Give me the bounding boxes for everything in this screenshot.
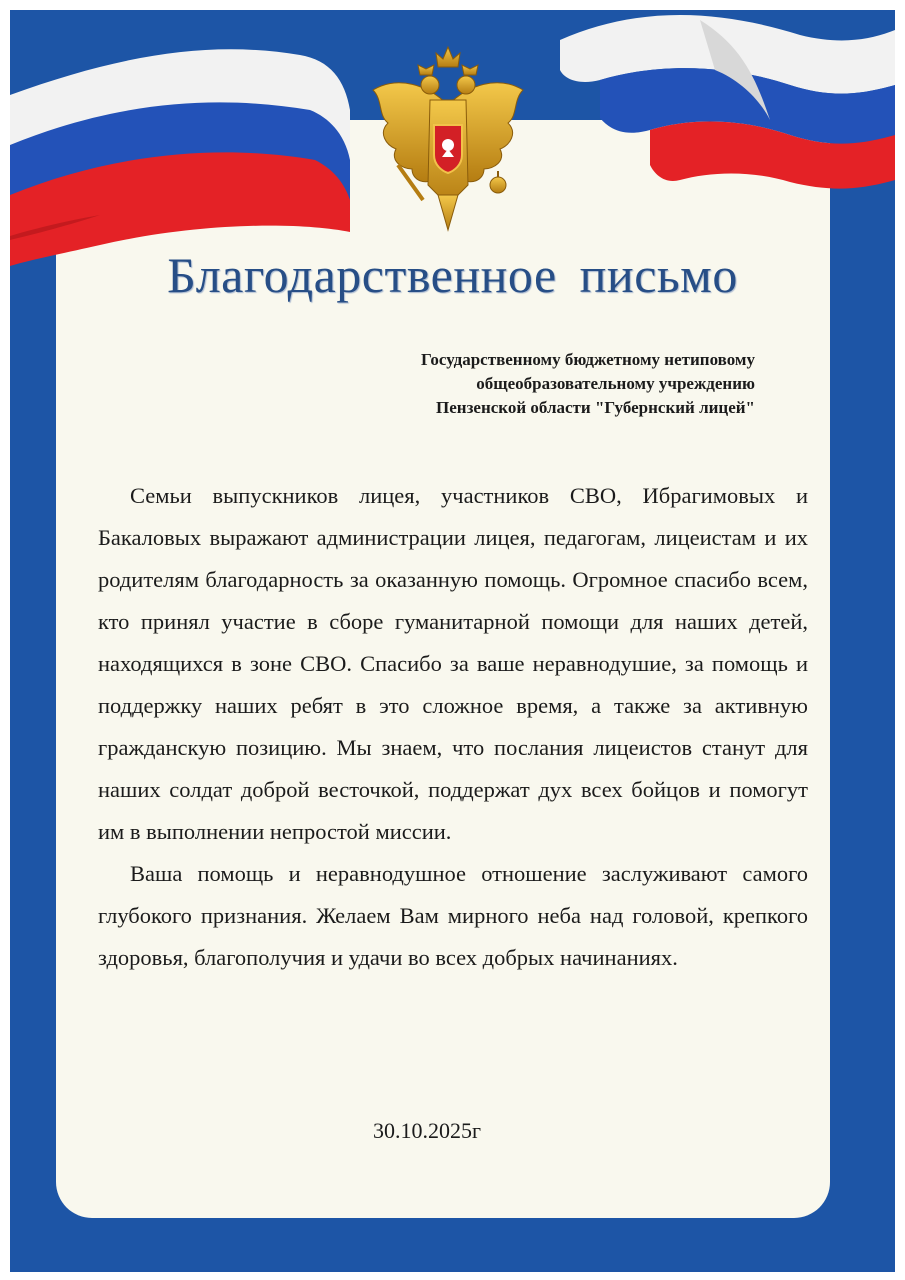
certificate-title: Благодарственное письмо xyxy=(167,247,738,303)
body-paragraph: Ваша помощь и неравнодушное отношение заслуживают самого глубокого признания. Желаем Вам мирного неба над головой, крепкого здоровья, благополучия и удачи во всех добрых начинаниях. xyxy=(98,861,808,970)
addressee-line: Государственному бюджетному нетиповому xyxy=(421,350,755,369)
letter-body xyxy=(98,475,808,979)
coat-of-arms-icon xyxy=(368,45,528,235)
addressee-line: Пензенской области "Губернский лицей" xyxy=(436,398,755,417)
body-paragraph: Семьи выпускников лицея, участников СВО, Ибрагимовых и Бакаловых выражают администрации лицея, педагогам, лицеистам и их родителям благодарность за оказанную помощь. Огромное спасибо всем, кто принял участие в сборе гуманитарной помощи для наших детей, находящихся в зоне СВО. Спасибо за ваше неравнодушие, за помощь и поддержку наших ребят в это сложное время, а также за активную гражданскую позицию. Мы знаем, что послания лицеистов станут для наших солдат доброй весточкой, поддержат дух всех бойцов и помогут им в выполнении непростой миссии. xyxy=(98,483,808,844)
addressee-block xyxy=(300,348,755,420)
letter-date: 30.10.2025г xyxy=(373,1118,482,1143)
addressee-line: общеобразовательному учреждению xyxy=(476,374,755,393)
